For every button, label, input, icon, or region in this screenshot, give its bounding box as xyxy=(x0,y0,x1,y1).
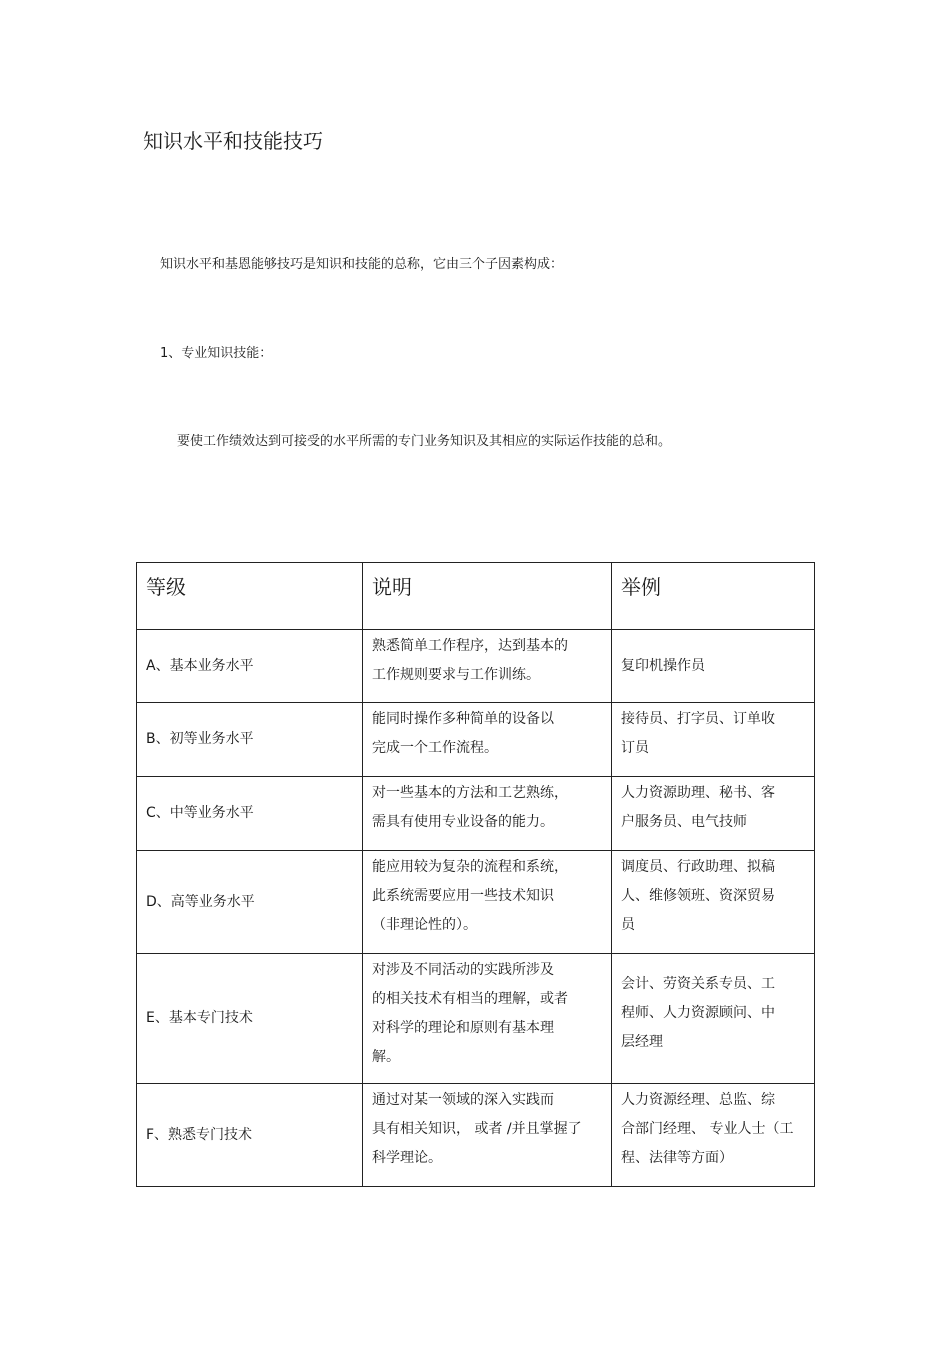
description-cell: 通过对某一领域的深入实践而 具有相关知识， 或者 /并且掌握了 科学理论。 xyxy=(372,1092,582,1166)
skill-level-table xyxy=(136,562,815,1187)
examples-cell: 人力资源经理、总监、综 合部门经理、 专业人士（工 程、法律等方面） xyxy=(621,1092,794,1166)
level-cell: C、中等业务水平 xyxy=(137,777,363,851)
description-cell: 能同时操作多种简单的设备以 完成一个工作流程。 xyxy=(372,711,554,756)
examples-cell: 接待员、打字员、订单收 订员 xyxy=(621,711,775,756)
level-cell: A、基本业务水平 xyxy=(137,630,363,703)
table-row xyxy=(137,851,815,954)
table-row xyxy=(137,954,815,1084)
level-cell: D、高等业务水平 xyxy=(137,851,363,954)
header-examples: 举例 xyxy=(612,563,815,630)
table-header-row xyxy=(137,563,815,630)
description-cell: 熟悉简单工作程序，达到基本的 工作规则要求与工作训练。 xyxy=(372,638,568,683)
level-cell: B、初等业务水平 xyxy=(137,703,363,777)
table-row xyxy=(137,703,815,777)
description-cell: 能应用较为复杂的流程和系统， 此系统需要应用一些技术知识 （非理论性的）。 xyxy=(372,859,568,933)
table-row xyxy=(137,630,815,703)
examples-cell: 调度员、行政助理、拟稿 人、维修领班、资深贸易 员 xyxy=(621,859,775,933)
definition-paragraph: 要使工作绩效达到可接受的水平所需的专门业务知识及其相应的实际运作技能的总和。 xyxy=(177,434,672,449)
header-description: 说明 xyxy=(363,563,612,630)
examples-cell: 复印机操作员 xyxy=(621,657,705,674)
description-cell: 对涉及不同活动的实践所涉及 的相关技术有相当的理解，或者 对科学的理论和原则有基本理 解。 xyxy=(372,962,568,1065)
examples-cell: 人力资源助理、秘书、客 户服务员、电气技师 xyxy=(621,785,775,830)
description-cell: 对一些基本的方法和工艺熟练， 需具有使用专业设备的能力。 xyxy=(372,785,568,830)
section-heading: 1、专业知识技能： xyxy=(160,346,273,361)
page-title: 知识水平和技能技巧 xyxy=(143,129,323,153)
table-row xyxy=(137,1084,815,1187)
intro-paragraph: 知识水平和基恩能够技巧是知识和技能的总称，它由三个子因素构成： xyxy=(160,257,564,272)
header-level: 等级 xyxy=(137,563,363,630)
examples-cell: 会计、劳资关系专员、工 程师、人力资源顾问、中 层经理 xyxy=(621,976,775,1050)
level-cell: E、基本专门技术 xyxy=(137,954,363,1084)
level-cell: F、熟悉专门技术 xyxy=(137,1084,363,1187)
table-row xyxy=(137,777,815,851)
